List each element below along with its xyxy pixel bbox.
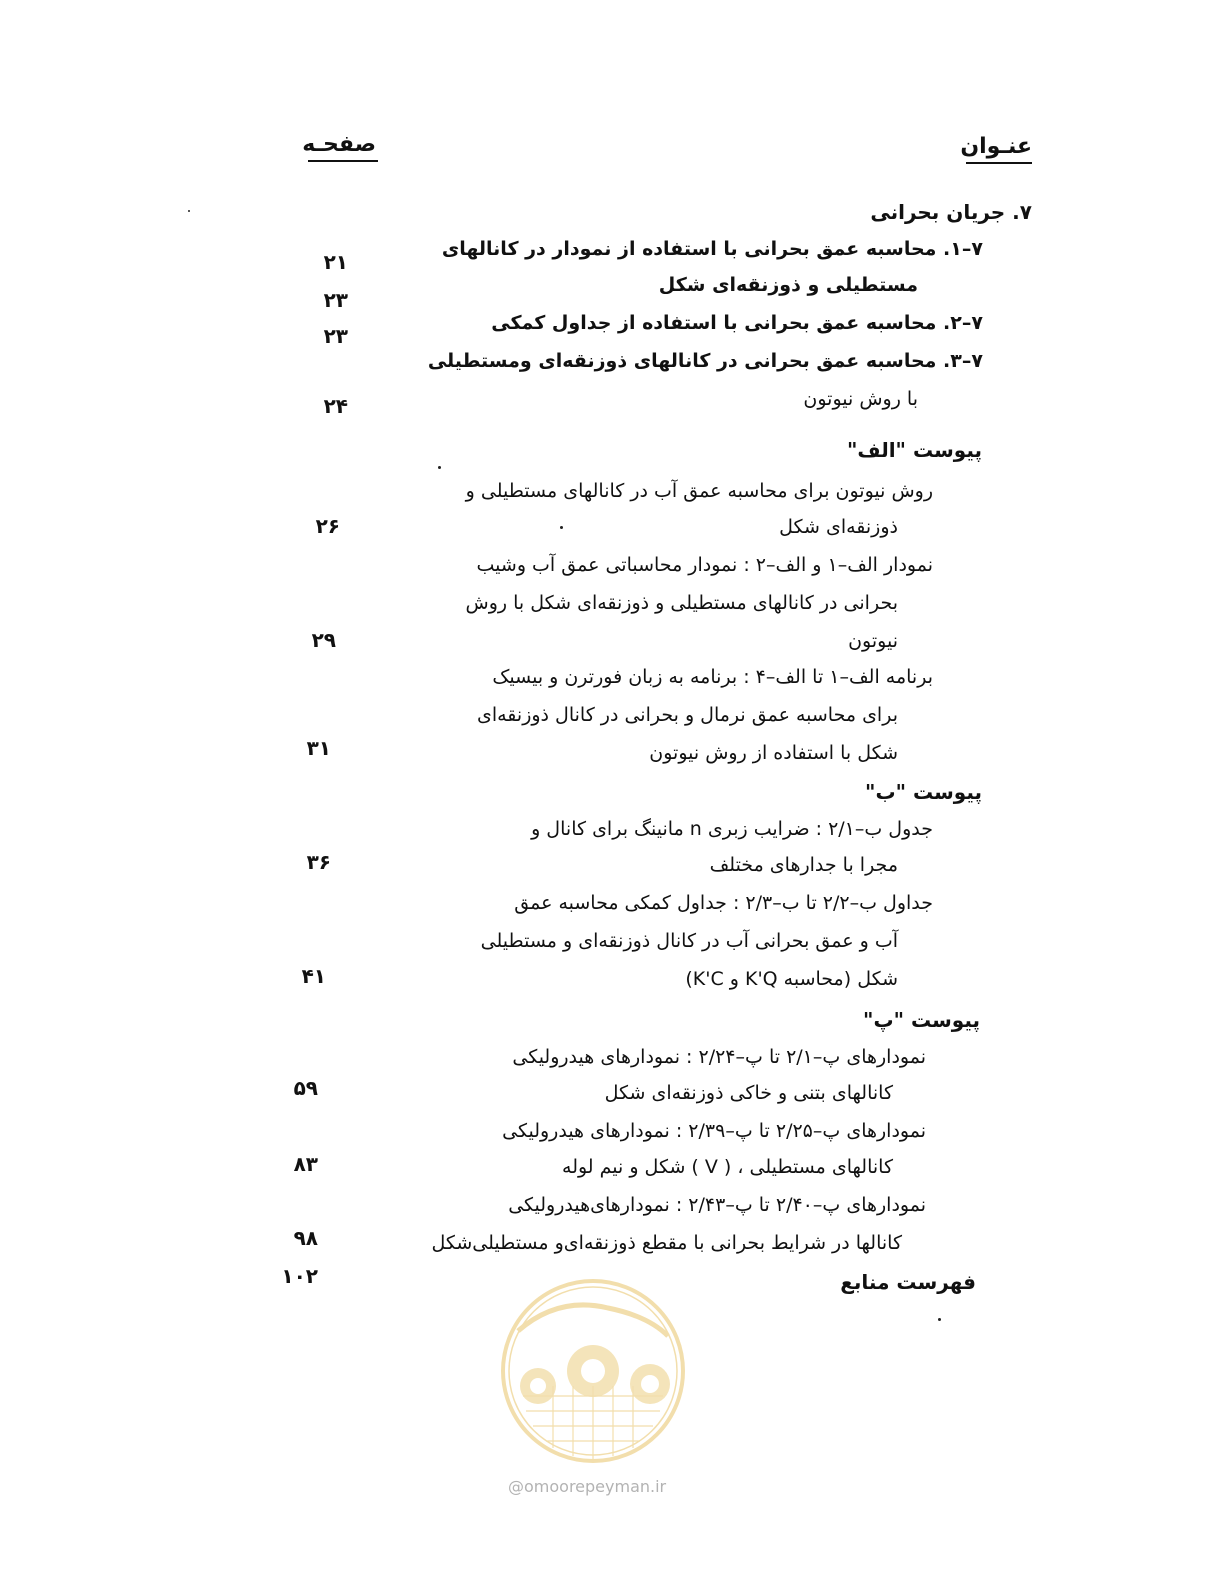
column-header-title: عنـوان [960,134,1032,159]
page-number: ۲۳ [323,288,348,312]
toc-appendix-heading: پیوست "ب" [865,780,982,804]
toc-entry: مستطیلی و ذوزنقه‌ای شکل [658,274,918,296]
toc-entry: کانالهای بتنی و خاکی ذوزنقه‌ای شکل [604,1082,893,1104]
page-number: ۲۳ [323,324,348,348]
page-number: ۱۰۲ [281,1264,318,1288]
toc-entry: برای محاسبه عمق نرمال و بحرانی در کانال ذوزنقه‌ای [476,704,898,726]
toc-entry: شکل (محاسبه K'Q و K'C) [685,968,898,990]
page-number: ۸۳ [293,1152,318,1176]
toc-entry: برنامه الف–۱ تا الف–۴ : برنامه به زبان فورترن و بیسیک [492,666,933,688]
column-header-page: صفحـه [302,132,376,157]
toc-entry: نمودارهای پ–۲/۲۵ تا پ–۲/۳۹ : نمودارهای هیدرولیکی [502,1120,926,1142]
toc-references-heading: فهرست منابع [840,1270,976,1294]
page-number: ۲۹ [311,628,336,652]
toc-entry: ۷–۱. محاسبه عمق بحرانی با استفاده از نمودار در کانالهای [441,238,983,260]
toc-entry: نمودارهای پ–۲/۴۰ تا پ–۲/۴۳ : نمودارهای‌هیدرولیکی [508,1194,926,1216]
toc-section-heading: ۷. جریان بحرانی [870,200,1032,224]
page-number: ۳۶ [306,850,331,874]
toc-entry: نمودار الف–۱ و الف–۲ : نمودار محاسباتی عمق آب وشیب [476,554,933,576]
toc-entry: جدول ب–۲/۱ : ضرایب زبری n مانینگ برای کانال و [531,818,933,840]
toc-entry: نمودارهای پ–۲/۱ تا پ–۲/۲۴ : نمودارهای هیدرولیکی [512,1046,926,1068]
page-number: ۴۱ [301,964,326,988]
toc-entry: کانالهای مستطیلی ، ( V ) شکل و نیم لوله [562,1156,893,1178]
scan-speck [438,466,441,469]
scan-speck [560,526,563,529]
toc-appendix-heading: پیوست "الف" [846,438,982,462]
scan-speck [938,1318,941,1321]
toc-entry: آب و عمق بحرانی آب در کانال ذوزنقه‌ای و مستطیلی [480,930,898,952]
page-number: ۹۸ [293,1226,318,1250]
scan-speck [188,210,190,212]
toc-entry: ذوزنقه‌ای شکل [779,516,898,538]
watermark-text: @omoorepeyman.ir [508,1477,667,1496]
toc-entry: با روش نیوتون [803,388,918,410]
page-number: ۲۴ [323,394,348,418]
toc-entry: نیوتون [848,630,898,652]
page-underline [308,160,378,162]
toc-entry: بحرانی در کانالهای مستطیلی و ذوزنقه‌ای شکل با روش [465,592,898,614]
title-underline [966,162,1032,164]
toc-entry: شکل با استفاده از روش نیوتون [649,742,898,764]
toc-entry: مجرا با جدارهای مختلف [709,854,898,876]
toc-entry: ۷–۳. محاسبه عمق بحرانی در کانالهای ذوزنقه‌ای ومستطیلی [427,350,983,372]
watermark-logo [498,1276,688,1466]
page-number: ۲۱ [323,250,348,274]
page-number: ۲۶ [315,514,340,538]
page-number: ۵۹ [293,1076,318,1100]
toc-entry: کانالها در شرایط بحرانی با مقطع ذوزنقه‌ای‌و مستطیلی‌شکل [431,1232,902,1254]
toc-appendix-heading: پیوست "پ" [863,1008,980,1032]
toc-entry: ۷–۲. محاسبه عمق بحرانی با استفاده از جداول کمکی [491,312,983,334]
page-number: ۳۱ [306,736,331,760]
toc-entry: روش نیوتون برای محاسبه عمق آب در کانالهای مستطیلی و [465,480,933,502]
toc-entry: جداول ب–۲/۲ تا ب–۲/۳ : جداول کمکی محاسبه عمق [514,892,933,914]
